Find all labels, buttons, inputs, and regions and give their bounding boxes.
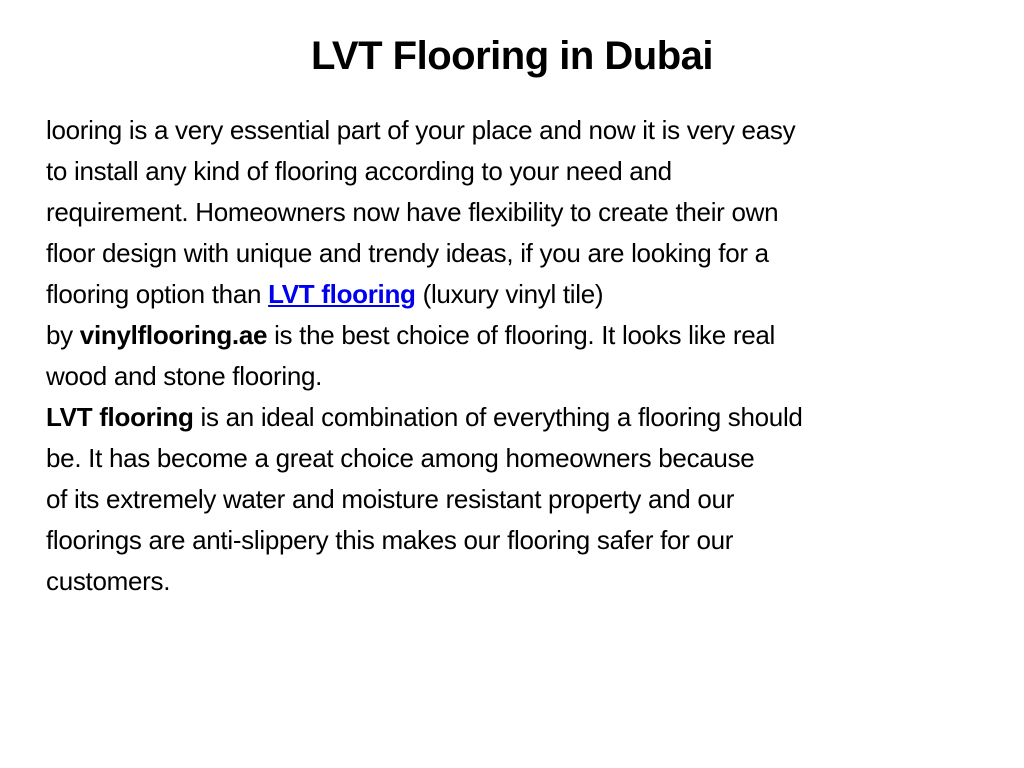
text-line: by	[46, 320, 80, 350]
lvt-flooring-link[interactable]: LVT flooring	[268, 279, 416, 309]
text-line: to install any kind of flooring according to your need and	[46, 156, 672, 186]
paragraph-details	[46, 397, 986, 602]
text-line: (luxury vinyl tile)	[415, 279, 604, 309]
text-line: customers.	[46, 566, 171, 596]
text-line: be. It has become a great choice among homeowners because	[46, 443, 755, 473]
bold-lead: LVT flooring	[46, 402, 194, 432]
text-line: requirement. Homeowners now have flexibility to create their own	[46, 197, 779, 227]
paragraph-intro	[46, 110, 986, 397]
text-line: is an ideal combination of everything a flooring should	[193, 402, 803, 432]
text-line: floorings are anti-slippery this makes our flooring safer for our	[46, 525, 734, 555]
text-line: is the best choice of flooring. It looks like real	[267, 320, 775, 350]
text-line: looring is a very essential part of your place and now it is very easy	[46, 115, 796, 145]
text-line: wood and stone flooring.	[46, 361, 323, 391]
brand-name: vinylflooring.ae	[79, 320, 268, 350]
text-line: flooring option than	[46, 279, 269, 309]
text-line: floor design with unique and trendy ideas, if you are looking for a	[46, 238, 769, 268]
slide-title: LVT Flooring in Dubai	[310, 34, 714, 78]
slide-body	[46, 110, 986, 602]
text-line: of its extremely water and moisture resistant property and our	[46, 484, 735, 514]
